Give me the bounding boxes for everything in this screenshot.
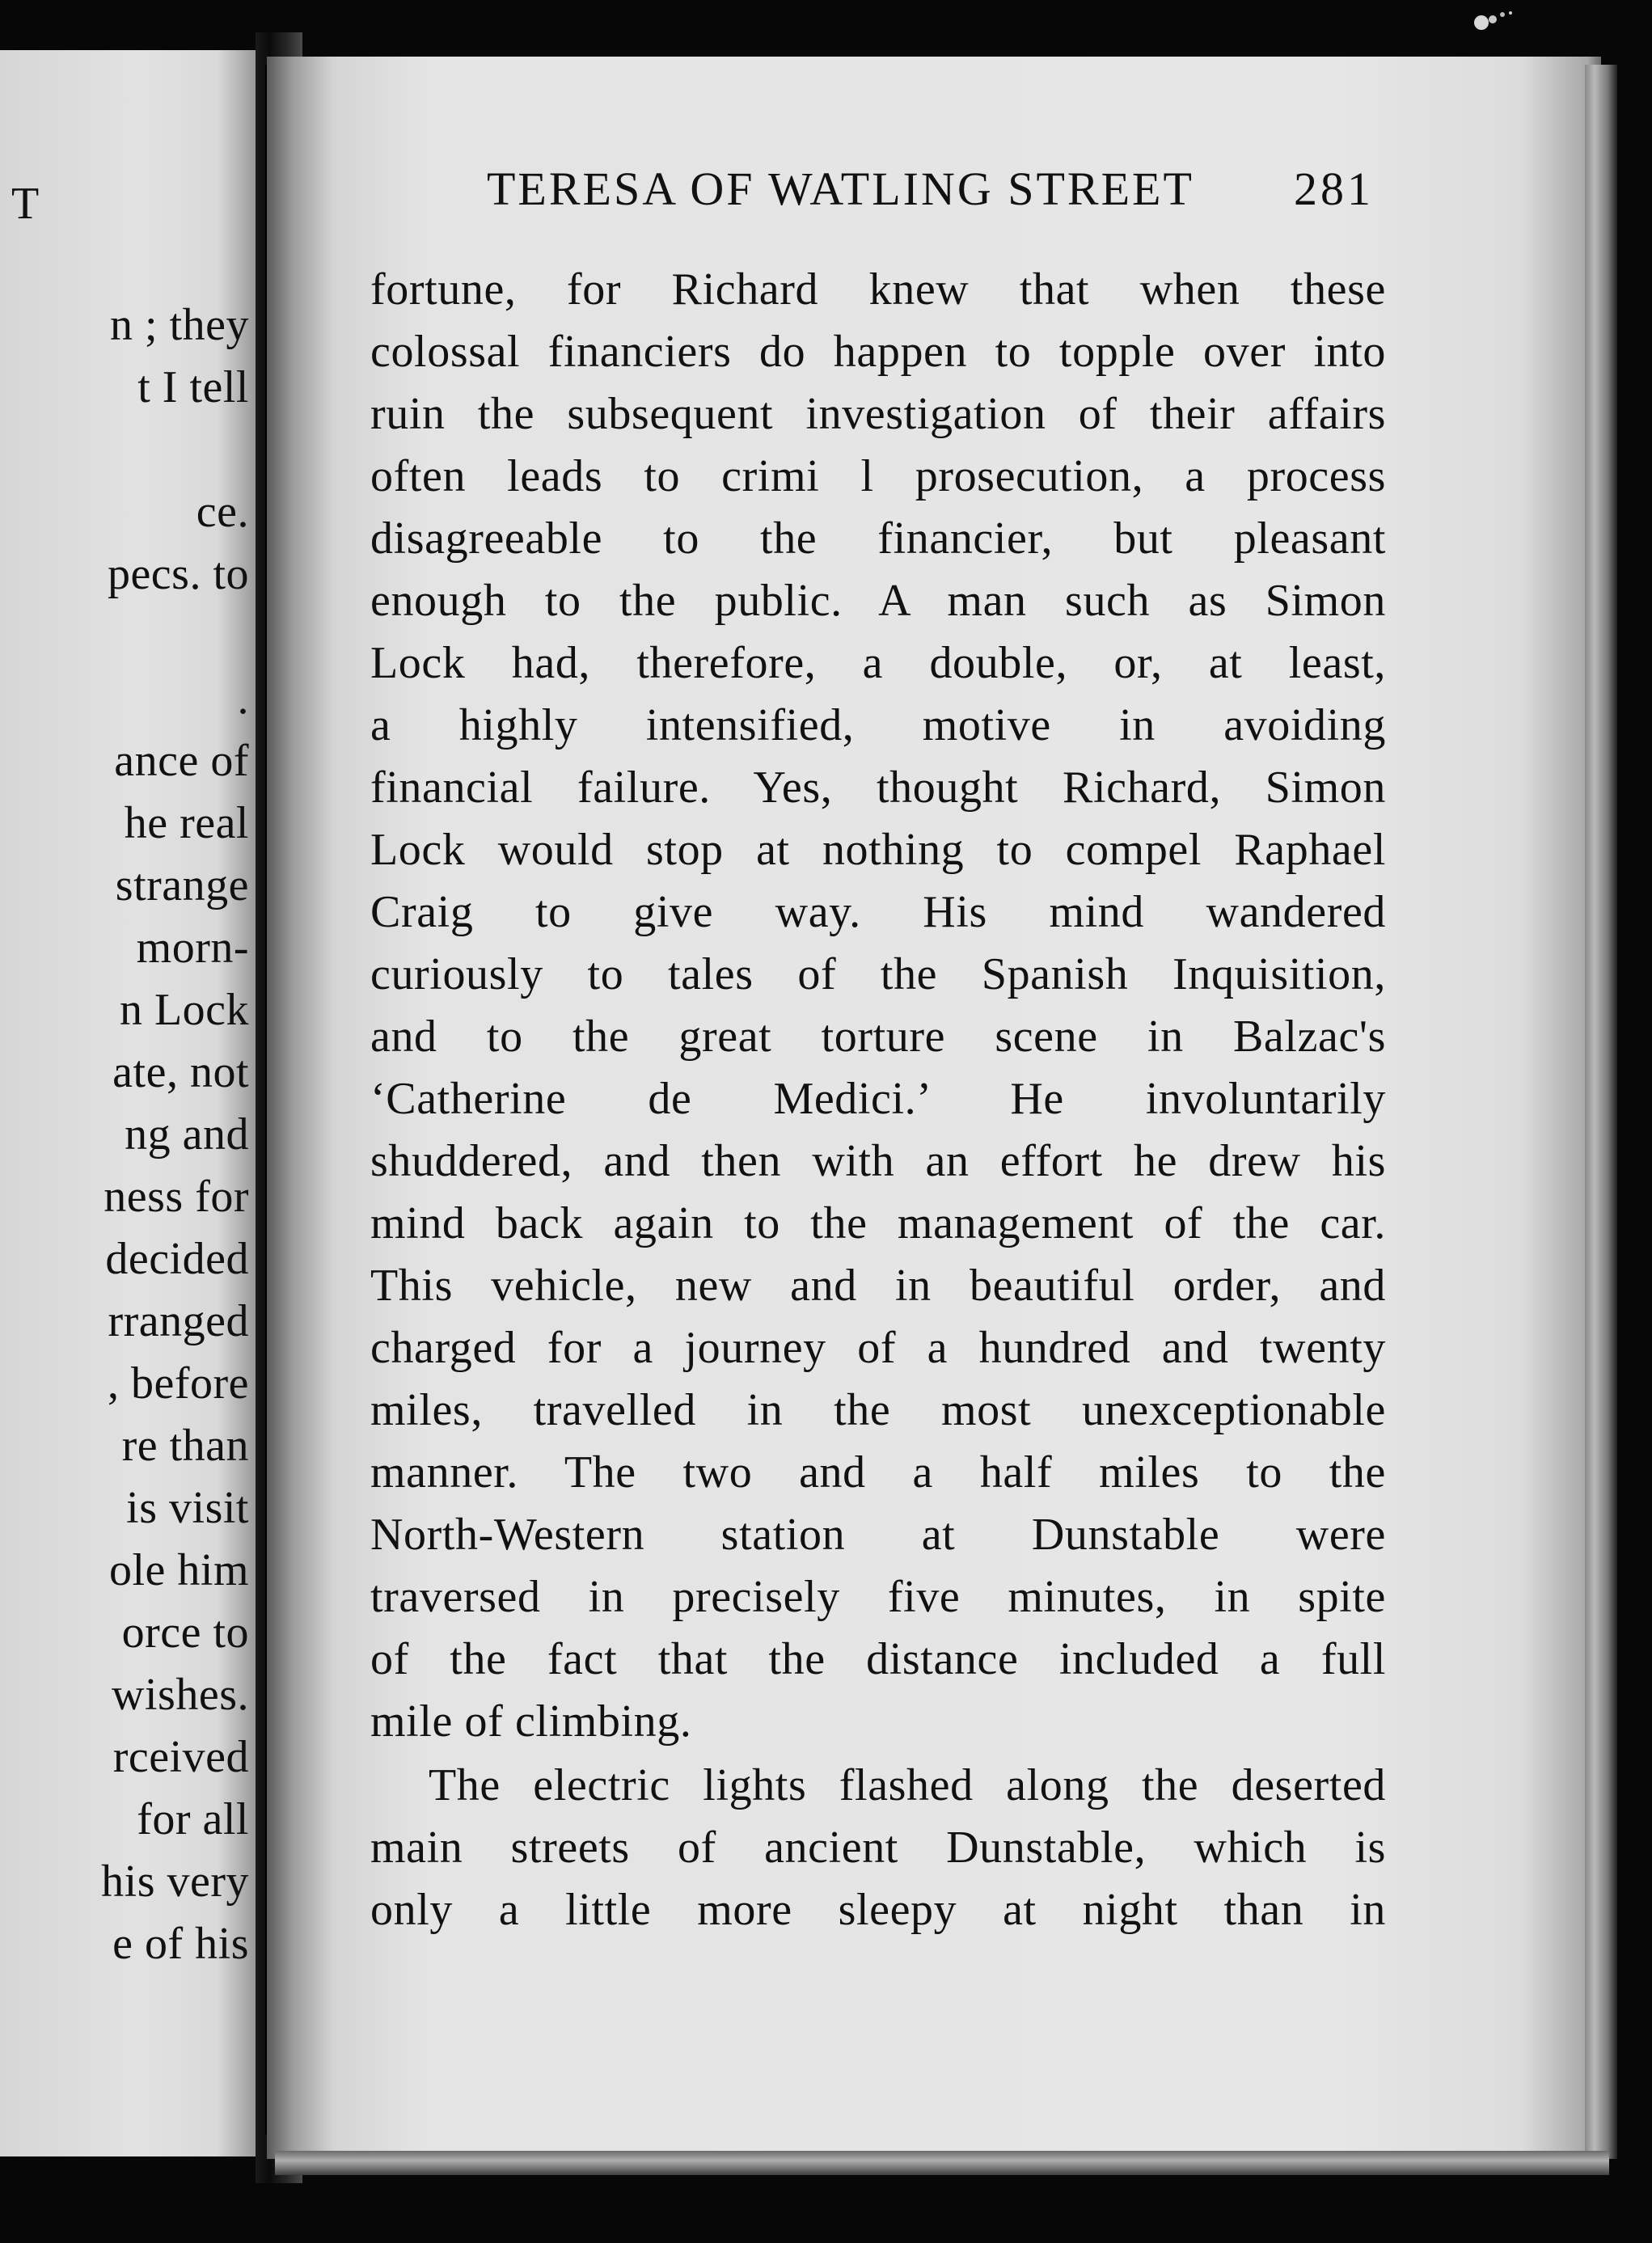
running-head: TERESA OF WATLING STREET bbox=[487, 163, 1194, 215]
left-page-line: rranged bbox=[108, 1296, 249, 1346]
page-number: 281 bbox=[1294, 163, 1374, 215]
left-page-line: ance of bbox=[114, 736, 249, 786]
text-line: Lock would stop at nothing to compel Raphael bbox=[370, 825, 1386, 875]
body-text bbox=[370, 259, 1386, 1941]
left-page-line: rceived bbox=[112, 1732, 249, 1782]
left-page-line: n ; they bbox=[110, 300, 249, 350]
text-line: North-Western station at Dunstable were bbox=[370, 1510, 1386, 1560]
paragraph-2 bbox=[370, 1755, 1386, 1941]
text-line: enough to the public. A man such as Simon bbox=[370, 576, 1386, 626]
text-line: only a little more sleepy at night than in bbox=[370, 1885, 1386, 1935]
text-line: The electric lights flashed along the deserted bbox=[429, 1760, 1386, 1810]
left-page-line: strange bbox=[115, 860, 249, 910]
left-page-line: , before bbox=[107, 1358, 249, 1409]
left-page-line: ce. bbox=[196, 487, 249, 537]
left-page-line: he real bbox=[124, 798, 249, 848]
left-page-line: is visit bbox=[126, 1483, 249, 1533]
left-page-line: e of his bbox=[112, 1919, 249, 1969]
text-line: mile of climbing. bbox=[370, 1696, 692, 1747]
text-line: curiously to tales of the Spanish Inquisition, bbox=[370, 949, 1386, 999]
left-page-line: his very bbox=[101, 1856, 249, 1907]
text-line: ruin the subsequent investigation of their affairs bbox=[370, 389, 1386, 439]
text-line: Craig to give way. His mind wandered bbox=[370, 887, 1386, 937]
text-line: fortune, for Richard knew that when these bbox=[370, 264, 1386, 315]
text-line: colossal financiers do happen to topple over into bbox=[370, 327, 1386, 377]
paragraph-1 bbox=[370, 259, 1386, 1753]
left-page-line: ness for bbox=[104, 1172, 249, 1222]
left-page-line: orce to bbox=[121, 1607, 249, 1658]
text-line: ‘Catherine de Medici.’ He involuntarily bbox=[370, 1074, 1386, 1124]
text-line: mind back again to the management of the car. bbox=[370, 1198, 1386, 1248]
left-page-line: n Lock bbox=[119, 985, 249, 1035]
left-page-line: t I tell bbox=[137, 362, 249, 412]
scan-speck-icon bbox=[1464, 6, 1520, 39]
left-page-line: for all bbox=[137, 1794, 249, 1844]
left-page-line: ng and bbox=[125, 1109, 249, 1160]
text-line: financial failure. Yes, thought Richard, Simon bbox=[370, 762, 1386, 813]
text-line: of the fact that the distance included a full bbox=[370, 1634, 1386, 1684]
text-line: and to the great torture scene in Balzac's bbox=[370, 1012, 1386, 1062]
text-line: a highly intensified, motive in avoiding bbox=[370, 700, 1386, 750]
text-line: disagreeable to the financier, but pleasant bbox=[370, 513, 1386, 564]
right-page-edge bbox=[1585, 65, 1617, 2159]
text-line: Lock had, therefore, a double, or, at least, bbox=[370, 638, 1386, 688]
left-page-line: ate, not bbox=[112, 1047, 249, 1097]
text-line: shuddered, and then with an effort he drew his bbox=[370, 1136, 1386, 1186]
left-page-line: wishes. bbox=[112, 1670, 249, 1720]
text-line: This vehicle, new and in beautiful order, and bbox=[370, 1261, 1386, 1311]
left-page-line: morn- bbox=[136, 923, 249, 973]
text-line: often leads to crimi l prosecution, a process bbox=[370, 451, 1386, 501]
text-line: traversed in precisely five minutes, in spite bbox=[370, 1572, 1386, 1622]
left-page-line: . bbox=[237, 674, 249, 724]
text-line: main streets of ancient Dunstable, which is bbox=[370, 1823, 1386, 1873]
text-line: charged for a journey of a hundred and twenty bbox=[370, 1323, 1386, 1373]
text-line: miles, travelled in the most unexceptionable bbox=[370, 1385, 1386, 1435]
left-page-fragment bbox=[0, 50, 256, 2156]
left-page-line: decided bbox=[105, 1234, 249, 1284]
left-page-line: re than bbox=[121, 1421, 249, 1471]
left-page-line: pecs. to bbox=[107, 549, 249, 599]
bottom-page-edge bbox=[275, 2151, 1609, 2175]
left-page-heading-fragment: T bbox=[11, 179, 40, 229]
text-line: manner. The two and a half miles to the bbox=[370, 1447, 1386, 1497]
left-page-line: ole him bbox=[108, 1545, 249, 1595]
